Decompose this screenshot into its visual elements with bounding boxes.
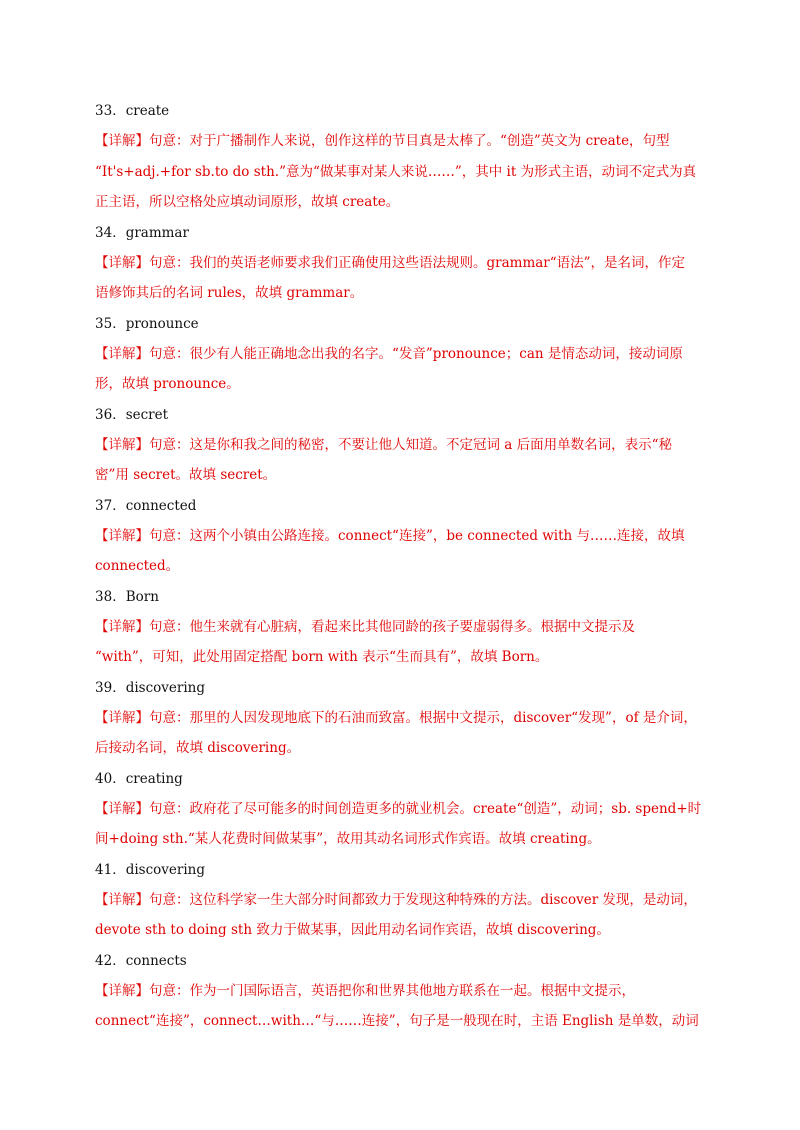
answer-explanation [95,339,715,400]
answer-entry-42 [95,946,715,1037]
answer-heading: 37．connected [95,497,197,514]
answer-explanation [95,885,715,946]
answer-entry-34 [95,218,715,309]
answer-heading: 39．discovering [95,679,205,696]
explanation-line: 【详解】句意：这位科学家一生大部分时间都致力于发现这种特殊的方法。discover 发现，是动词， [95,891,697,908]
answer-heading: 36．secret [95,406,169,423]
explanation-line: “It's+adj.+for sb.to do sth.”意为“做某事对某人来说……”，其中 it 为形式主语，动词不定式为真 [95,163,697,180]
answer-explanation [95,976,715,1037]
answer-heading: 38．Born [95,588,159,605]
answer-word: grammar [125,224,189,241]
answer-entry-39 [95,673,715,764]
answer-word: create [125,103,170,119]
explanation-line: devote sth to doing sth 致力于做某事，因此用动名词作宾语，故填 discovering。 [95,922,610,938]
answer-heading: 40．creating [95,770,183,787]
answer-entry-36 [95,400,715,491]
explanation-line: 【详解】句意：这两个小镇由公路连接。connect“连接”，be connected with 与……连接，故填 [95,527,685,544]
explanation-line: 【详解】句意：这是你和我之间的秘密，不要让他人知道。不定冠词 a 后面用单数名词，表示“秘 [95,436,673,453]
explanation-line: 后接动名词，故填 discovering。 [95,740,301,756]
answer-entry-33 [95,96,715,218]
question-number: 37 [95,497,113,514]
answer-explanation [95,703,715,764]
explanation-line: 语修饰其后的名词 rules，故填 grammar。 [95,285,364,301]
explanation-line: 密”用 secret。故填 secret。 [95,467,277,483]
explanation-line: 【详解】句意：作为一门国际语言，英语把你和世界其他地方联系在一起。根据中文提示， [95,982,635,999]
question-number: 40 [95,770,113,787]
answer-heading: 34．grammar [95,224,189,241]
answer-entry-35 [95,309,715,400]
answer-heading: 41．discovering [95,861,205,878]
explanation-line: connect“连接”，connect…with…“与……连接”，句子是一般现在时，主语 English 是单数，动词 [95,1013,699,1029]
answer-explanation [95,126,715,218]
answer-entry-41 [95,855,715,946]
answer-word: secret [125,406,169,423]
question-number: 38 [95,588,113,605]
question-number: 39 [95,679,113,696]
explanation-line: 形，故填 pronounce。 [95,376,240,392]
answer-entry-40 [95,764,715,855]
answer-word: connected [125,497,197,514]
answer-word: discovering [125,679,205,696]
answer-key-page [95,96,715,1037]
answer-heading: 33．create [95,103,170,119]
answer-explanation [95,248,715,309]
explanation-line: 正主语，所以空格处应填动词原形，故填 create。 [95,194,400,210]
explanation-line: 【详解】句意：他生来就有心脏病，看起来比其他同龄的孩子要虚弱得多。根据中文提示及 [95,618,635,635]
answer-word: discovering [125,861,205,878]
explanation-line: 【详解】句意：那里的人因发现地底下的石油而致富。根据中文提示，discover“发现”，of 是介词， [95,709,697,726]
answer-word: pronounce [125,315,199,332]
question-number: 41 [95,861,113,878]
answer-heading: 42．connects [95,952,187,969]
explanation-line: connected。 [95,558,180,574]
explanation-line: 【详解】句意：我们的英语老师要求我们正确使用这些语法规则。grammar“语法”，是名词，作定 [95,254,686,271]
explanation-line: 【详解】句意：政府花了尽可能多的时间创造更多的就业机会。create“创造”，动词；sb. spend+时 [95,800,702,817]
answer-word: connects [125,952,187,969]
answer-word: creating [125,770,183,787]
answer-explanation [95,794,715,855]
question-number: 42 [95,952,113,969]
answer-explanation [95,612,715,673]
answer-explanation [95,430,715,491]
answer-entry-38 [95,582,715,673]
answer-word: Born [125,588,159,605]
question-number: 34 [95,224,113,241]
answer-heading: 35．pronounce [95,315,199,332]
question-number: 33 [95,103,113,119]
explanation-line: 间+doing sth.“某人花费时间做某事”，故用其动名词形式作宾语。故填 creating。 [95,831,601,847]
question-number: 35 [95,315,113,332]
answer-entry-37 [95,491,715,582]
explanation-line: 【详解】句意：对于广播制作人来说，创作这样的节目真是太棒了。“创造”英文为 create，句型 [95,133,670,149]
question-number: 36 [95,406,113,423]
explanation-line: “with”，可知，此处用固定搭配 born with 表示“生而具有”，故填 Born。 [95,649,549,665]
answer-explanation [95,521,715,582]
explanation-line: 【详解】句意：很少有人能正确地念出我的名字。“发音”pronounce；can 是情态动词，接动词原 [95,345,683,362]
